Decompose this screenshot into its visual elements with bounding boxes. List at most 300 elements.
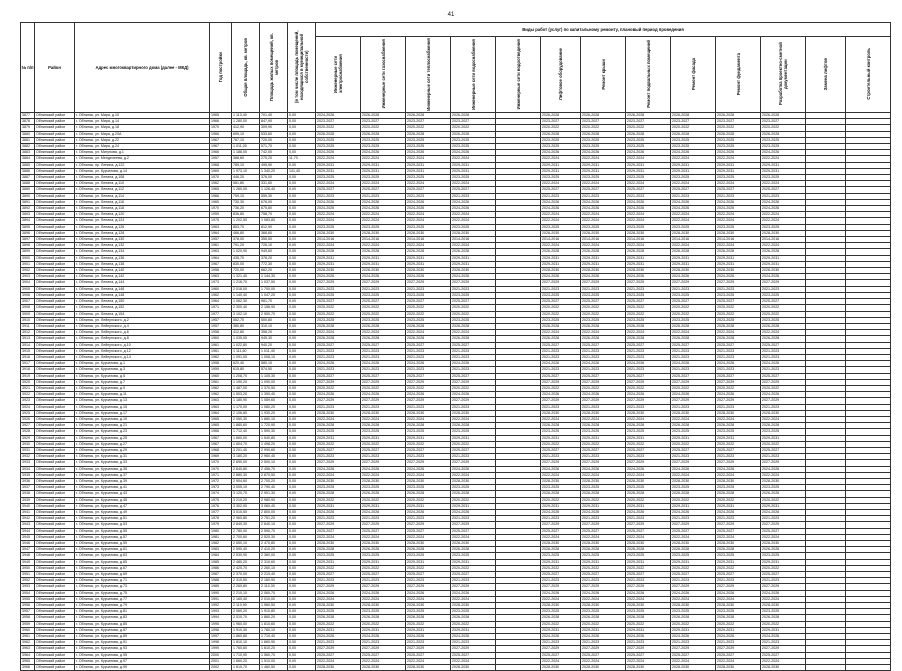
cell-year: 1992 — [210, 603, 232, 609]
cell-c10: 2028-2030 — [716, 665, 761, 671]
cell-c9: 2025-2027 — [671, 187, 716, 193]
cell-num: 3919 — [21, 373, 35, 379]
cell-num: 3965 — [21, 658, 35, 664]
cell-c11: 2025-2027 — [761, 447, 806, 453]
cell-c4: 2029-2031 — [451, 627, 496, 633]
cell-a2: 571,70 — [260, 144, 288, 150]
cell-c9: 2021-2023 — [671, 348, 716, 354]
cell-c9: 2023-2025 — [671, 175, 716, 181]
cell-c10: 2026-2028 — [716, 336, 761, 342]
cell-c10: 2026-2028 — [716, 249, 761, 255]
cell-year: 1967 — [210, 137, 232, 143]
cell-c2: 2021-2023 — [361, 404, 406, 410]
cell-district: Обнинский район — [35, 330, 75, 336]
cell-addr: г. Обнинск, ул. Курчатова, д.39 — [75, 478, 210, 484]
cell-a1: 1 011,00 — [232, 144, 260, 150]
cell-c6: 2020-2022 — [541, 125, 581, 131]
cell-c3: 2023-2025 — [406, 144, 451, 150]
cell-a1: 1 660,00 — [232, 435, 260, 441]
cell-a1: 3 102,10 — [232, 311, 260, 317]
header-sewer: Инженерные сети водоотведения — [496, 37, 541, 113]
cell-year: 1977 — [210, 311, 232, 317]
cell-c7: 2020-2022 — [581, 385, 626, 391]
cell-c9: 2028-2030 — [671, 268, 716, 274]
cell-a1: 1 810,10 — [232, 640, 260, 646]
cell-c10: 2026-2028 — [716, 113, 761, 119]
cell-district: Обнинский район — [35, 658, 75, 664]
cell-c9: 2024-2026 — [671, 199, 716, 205]
cell-a2: 2 410,20 — [260, 547, 288, 553]
cell-c3: 2021-2023 — [406, 367, 451, 373]
cell-c9: 2024-2026 — [671, 590, 716, 596]
cell-c3: 2027-2029 — [406, 460, 451, 466]
cell-addr: г. Обнинск, ул. Ленина, д.108 — [75, 175, 210, 181]
cell-year: 1961 — [210, 348, 232, 354]
cell-c8: 2028-2030 — [626, 603, 671, 609]
cell-district: Обнинский район — [35, 274, 75, 280]
cell-c1: 2024-2026 — [316, 361, 361, 367]
cell-addr: г. Обнинск, ул. Лейпунского, д.10 — [75, 342, 210, 348]
cell-c8: 2027-2029 — [626, 646, 671, 652]
cell-year: 1967 — [210, 441, 232, 447]
cell-a1: 3 005,10 — [232, 485, 260, 491]
cell-c11: 2023-2025 — [761, 224, 806, 230]
cell-a3: 0,00 — [288, 342, 316, 348]
cell-c1: 2023-2025 — [316, 292, 361, 298]
cell-c6: 2022-2024 — [541, 472, 581, 478]
cell-district: Обнинский район — [35, 596, 75, 602]
cell-c1: 2028-2030 — [316, 410, 361, 416]
cell-year: 1959 — [210, 367, 232, 373]
cell-a2: 1 540,80 — [260, 435, 288, 441]
cell-num: 3891 — [21, 199, 35, 205]
cell-c2: 2022-2024 — [361, 472, 406, 478]
cell-a2: 2 470,80 — [260, 541, 288, 547]
cell-num: 3913 — [21, 336, 35, 342]
cell-year: 1963 — [210, 398, 232, 404]
cell-a3: 0,00 — [288, 596, 316, 602]
cell-c2: 2023-2025 — [361, 224, 406, 230]
cell-district: Обнинский район — [35, 634, 75, 640]
cell-c11: 2029-2031 — [761, 559, 806, 565]
cell-c4: 2023-2025 — [451, 317, 496, 323]
cell-c8: 2026-2028 — [626, 323, 671, 329]
cell-c4: 2022-2024 — [451, 330, 496, 336]
cell-c11: 2027-2029 — [761, 280, 806, 286]
cell-a2: 355,50 — [260, 237, 288, 243]
cell-c11: 2022-2024 — [761, 212, 806, 218]
cell-c11: 2026-2028 — [761, 491, 806, 497]
cell-c7: 2027-2029 — [581, 522, 626, 528]
cell-c1: 2024-2026 — [316, 466, 361, 472]
cell-addr: г. Обнинск, ул. Курчатова, д.35 — [75, 466, 210, 472]
cell-c8: 2022-2024 — [626, 212, 671, 218]
cell-num: 3940 — [21, 503, 35, 509]
cell-c11: 2020-2022 — [761, 385, 806, 391]
cell-c8: 2028-2030 — [626, 478, 671, 484]
cell-num: 3936 — [21, 478, 35, 484]
cell-c2: 2022-2024 — [361, 181, 406, 187]
cell-a3: 0,00 — [288, 150, 316, 156]
cell-c6: 2020-2022 — [541, 311, 581, 317]
cell-addr: г. Обнинск, ул. Курчатова, д.91 — [75, 640, 210, 646]
cell-c11: 2027-2029 — [761, 398, 806, 404]
cell-c3: 2027-2029 — [406, 280, 451, 286]
cell-a1: 1 140,40 — [232, 292, 260, 298]
cell-district: Обнинский район — [35, 230, 75, 236]
cell-c11: 2025-2027 — [761, 299, 806, 305]
cell-a2: 1 720,90 — [260, 423, 288, 429]
cell-year: 1963 — [210, 404, 232, 410]
cell-c1: 2023-2025 — [316, 137, 361, 143]
cell-c10: 2025-2027 — [716, 572, 761, 578]
cell-district: Обнинский район — [35, 423, 75, 429]
cell-c1: 2023-2025 — [316, 429, 361, 435]
cell-c9: 2023-2025 — [671, 224, 716, 230]
cell-year: 1963 — [210, 224, 232, 230]
cell-addr: г. Обнинск, ул. Курчатова, д.21 — [75, 423, 210, 429]
cell-c3: 2028-2030 — [406, 541, 451, 547]
cell-c4: 2029-2031 — [451, 503, 496, 509]
cell-c8: 2022-2024 — [626, 330, 671, 336]
cell-c10: 2021-2023 — [716, 367, 761, 373]
cell-a1: 1 188,00 — [232, 150, 260, 156]
cell-c6: 2024-2026 — [541, 466, 581, 472]
cell-c11: 2026-2028 — [761, 423, 806, 429]
cell-a1: 1 180,90 — [232, 398, 260, 404]
cell-c11: 2025-2027 — [761, 342, 806, 348]
cell-c7: 2027-2029 — [581, 379, 626, 385]
cell-a2: 1 710,40 — [260, 634, 288, 640]
cell-c1: 2020-2022 — [316, 441, 361, 447]
cell-c11: 2020-2022 — [761, 621, 806, 627]
cell-c9: 2025-2027 — [671, 447, 716, 453]
cell-addr: г. Обнинск, ул. Курчатова, д.75 — [75, 590, 210, 596]
cell-a2: 2 060,70 — [260, 590, 288, 596]
cell-c3: 2024-2026 — [406, 274, 451, 280]
cell-num: 3887 — [21, 175, 35, 181]
cell-year: 1961 — [210, 243, 232, 249]
cell-c11: 2027-2029 — [761, 584, 806, 590]
cell-c7: 2020-2022 — [581, 621, 626, 627]
cell-c6: 2023-2025 — [541, 137, 581, 143]
cell-a2: 580,10 — [260, 361, 288, 367]
cell-c9: 2022-2024 — [671, 181, 716, 187]
cell-district: Обнинский район — [35, 379, 75, 385]
cell-c6: 2029-2031 — [541, 168, 581, 174]
cell-c8: 2029-2031 — [626, 162, 671, 168]
cell-district: Обнинский район — [35, 367, 75, 373]
cell-c2: 2028-2030 — [361, 665, 406, 671]
cell-a1: 2 700,60 — [232, 534, 260, 540]
cell-c4: 2021-2023 — [451, 404, 496, 410]
cell-c9: 2025-2027 — [671, 652, 716, 658]
cell-year: 1957 — [210, 237, 232, 243]
cell-a1: 2 960,80 — [232, 516, 260, 522]
cell-num: 3909 — [21, 311, 35, 317]
cell-a2: 1 660,90 — [260, 640, 288, 646]
cell-c3: 2020-2022 — [406, 311, 451, 317]
cell-district: Обнинский район — [35, 466, 75, 472]
cell-c8: 2028-2030 — [626, 410, 671, 416]
cell-c10: 2022-2024 — [716, 416, 761, 422]
cell-c2: 2021-2023 — [361, 193, 406, 199]
cell-c7: 2021-2023 — [581, 404, 626, 410]
cell-c9: 2022-2024 — [671, 330, 716, 336]
cell-a3: 0,00 — [288, 621, 316, 627]
cell-c8: 2029-2031 — [626, 627, 671, 633]
cell-c4: 2024-2026 — [451, 150, 496, 156]
cell-district: Обнинский район — [35, 478, 75, 484]
cell-a1: 1 910,30 — [232, 627, 260, 633]
cell-a1: 3 120,70 — [232, 491, 260, 497]
cell-c4: 2027-2029 — [451, 584, 496, 590]
cell-a1: 789,10 — [232, 162, 260, 168]
cell-c4: 2024-2026 — [451, 466, 496, 472]
cell-year: 1966 — [210, 119, 232, 125]
cell-c9: 2027-2029 — [671, 460, 716, 466]
cell-c9: 2024-2026 — [671, 361, 716, 367]
cell-c7: 2027-2029 — [581, 584, 626, 590]
cell-district: Обнинский район — [35, 584, 75, 590]
cell-c2: 2028-2030 — [361, 230, 406, 236]
cell-a1: 1 111,60 — [232, 348, 260, 354]
cell-c4: 2027-2029 — [451, 460, 496, 466]
cell-c7: 2029-2031 — [581, 255, 626, 261]
cell-addr: г. Обнинск, ул. Мира, д.24 — [75, 144, 210, 150]
cell-c8: 2020-2022 — [626, 441, 671, 447]
cell-year: 1972 — [210, 478, 232, 484]
cell-c1: 2028-2030 — [316, 603, 361, 609]
cell-c10: 2029-2031 — [716, 627, 761, 633]
cell-c8: 2020-2022 — [626, 621, 671, 627]
cell-c1: 2024-2026 — [316, 590, 361, 596]
cell-c7: 2023-2025 — [581, 144, 626, 150]
cell-c9: 2026-2028 — [671, 323, 716, 329]
cell-c3: 2023-2025 — [406, 224, 451, 230]
cell-c6: 2021-2023 — [541, 640, 581, 646]
cell-c2: 2020-2022 — [361, 305, 406, 311]
cell-c10: 2022-2024 — [716, 596, 761, 602]
cell-a2: 2 900,70 — [260, 311, 288, 317]
cell-c7: 2022-2024 — [581, 658, 626, 664]
cell-district: Обнинский район — [35, 541, 75, 547]
cell-addr: г. Обнинск, ул. Курчатова, д.27 — [75, 441, 210, 447]
cell-c4: 2026-2028 — [451, 615, 496, 621]
cell-c6: 2025-2027 — [541, 299, 581, 305]
cell-c10: 2021-2023 — [716, 640, 761, 646]
cell-c1: 2029-2031 — [316, 255, 361, 261]
cell-c9: 2027-2029 — [671, 646, 716, 652]
cell-c1: 2025-2027 — [316, 187, 361, 193]
cell-addr: г. Обнинск, ул. Курчатова, д.25 — [75, 435, 210, 441]
cell-num: 3938 — [21, 491, 35, 497]
cell-c1: 2023-2025 — [316, 609, 361, 615]
cell-c9: 2022-2024 — [671, 658, 716, 664]
cell-a2: 2 010,00 — [260, 596, 288, 602]
cell-a2: 1 144,30 — [260, 274, 288, 280]
cell-c6: 2023-2025 — [541, 429, 581, 435]
cell-c9: 2023-2025 — [671, 137, 716, 143]
cell-c7: 2020-2022 — [581, 497, 626, 503]
cell-c10: 2022-2024 — [716, 534, 761, 540]
cell-a1: 1 960,00 — [232, 621, 260, 627]
cell-c8: 2022-2024 — [626, 243, 671, 249]
cell-c6: 2029-2031 — [541, 162, 581, 168]
cell-num: 3883 — [21, 150, 35, 156]
cell-a2: 2 210,40 — [260, 572, 288, 578]
cell-c2: 2021-2023 — [361, 516, 406, 522]
cell-a1: 1 260,00 — [232, 187, 260, 193]
cell-c3: 2024-2026 — [406, 150, 451, 156]
cell-c10: 2022-2024 — [716, 658, 761, 664]
cell-c1: 2020-2022 — [316, 305, 361, 311]
table-row — [21, 665, 891, 671]
cell-c8: 2023-2025 — [626, 292, 671, 298]
cell-c3: 2025-2027 — [406, 187, 451, 193]
cell-a1: 412,80 — [232, 330, 260, 336]
cell-year: 1957 — [210, 317, 232, 323]
cell-c1: 2024-2026 — [316, 392, 361, 398]
cell-num: 3949 — [21, 559, 35, 565]
cell-c2: 2027-2029 — [361, 280, 406, 286]
cell-year: 1966 — [210, 429, 232, 435]
cell-c4: 2026-2028 — [451, 249, 496, 255]
cell-c11: 2029-2031 — [761, 627, 806, 633]
cell-c3: 2029-2031 — [406, 559, 451, 565]
cell-c2: 2022-2024 — [361, 534, 406, 540]
cell-c11: 2021-2023 — [761, 193, 806, 199]
cell-c1: 2021-2023 — [316, 348, 361, 354]
page-number: 41 — [447, 12, 455, 18]
cell-district: Обнинский район — [35, 311, 75, 317]
cell-a1: 380,80 — [232, 323, 260, 329]
cell-addr: г. Обнинск, ул. Курчатова, д.79 — [75, 603, 210, 609]
cell-c4: 2027-2029 — [451, 646, 496, 652]
cell-a3: 0,00 — [288, 323, 316, 329]
cell-year: 1997 — [210, 634, 232, 640]
cell-num: 3939 — [21, 497, 35, 503]
cell-year: 1966 — [210, 193, 232, 199]
cell-c1: 2020-2022 — [316, 125, 361, 131]
cell-a2: 1 610,20 — [260, 646, 288, 652]
cell-c9: 2022-2024 — [671, 534, 716, 540]
cell-c7: 2024-2026 — [581, 274, 626, 280]
cell-a2: 2 110,30 — [260, 584, 288, 590]
cell-addr: г. Обнинск, ул. Курчатова, д.17 — [75, 410, 210, 416]
cell-a3: 0,00 — [288, 435, 316, 441]
cell-c8: 2029-2031 — [626, 261, 671, 267]
cell-c10: 2024-2026 — [716, 274, 761, 280]
cell-c1: 2020-2022 — [316, 311, 361, 317]
cell-c4: 2024-2026 — [451, 274, 496, 280]
cell-num: 3897 — [21, 237, 35, 243]
cell-district: Обнинский район — [35, 193, 75, 199]
cell-district: Обнинский район — [35, 150, 75, 156]
cell-year: 1965 — [210, 423, 232, 429]
cell-c10: 2024-2026 — [716, 150, 761, 156]
cell-year: 1990 — [210, 590, 232, 596]
cell-c7: 2023-2025 — [581, 609, 626, 615]
cell-year: 1970 — [210, 206, 232, 212]
cell-num: 3950 — [21, 565, 35, 571]
cell-c6: 2021-2023 — [541, 454, 581, 460]
cell-c8: 2022-2024 — [626, 658, 671, 664]
cell-c9: 2028-2030 — [671, 410, 716, 416]
cell-c12 — [806, 665, 846, 671]
cell-c6: 2026-2028 — [541, 131, 581, 137]
cell-c9: 2026-2028 — [671, 336, 716, 342]
cell-c3: 2025-2027 — [406, 572, 451, 578]
cell-a3: 0,00 — [288, 212, 316, 218]
cell-c10: 2024-2026 — [716, 361, 761, 367]
cell-district: Обнинский район — [35, 398, 75, 404]
cell-c8: 2023-2025 — [626, 175, 671, 181]
cell-c1: 2023-2027 — [316, 119, 361, 125]
cell-c6: 2023-2025 — [541, 144, 581, 150]
cell-c9: 2022-2024 — [671, 243, 716, 249]
cell-c6: 2028-2030 — [541, 230, 581, 236]
cell-c3: 2029-2031 — [406, 168, 451, 174]
cell-c8: 2021-2023 — [626, 516, 671, 522]
cell-c1: 2020-2022 — [316, 621, 361, 627]
cell-c8: 2025-2027 — [626, 299, 671, 305]
cell-c2: 2023-2027 — [361, 119, 406, 125]
cell-num: 3951 — [21, 572, 35, 578]
cell-addr: г. Обнинск, ул. Курчатова, д.53 — [75, 522, 210, 528]
cell-year: 1965 — [210, 416, 232, 422]
cell-c3: 2029-2031 — [406, 435, 451, 441]
cell-c7: 2028-2030 — [581, 478, 626, 484]
cell-addr: г. Обнинск, ул. Ленина, д.110 — [75, 181, 210, 187]
cell-c3: 2024-2026 — [406, 199, 451, 205]
cell-c11: 2021-2023 — [761, 640, 806, 646]
cell-addr: г. Обнинск, ул. Ленина, д.142 — [75, 274, 210, 280]
cell-c6: 2028-2030 — [541, 478, 581, 484]
cell-addr: г. Обнинск, ул. Курчатова, д.57 — [75, 534, 210, 540]
cell-num: 3959 — [21, 621, 35, 627]
cell-c3: 2024-2026 — [406, 466, 451, 472]
cell-c2: 2023-2025 — [361, 317, 406, 323]
cell-a3: 0,00 — [288, 441, 316, 447]
cell-c4: 2029-2031 — [451, 168, 496, 174]
cell-num: 3881 — [21, 137, 35, 143]
cell-c11: 2024-2026 — [761, 150, 806, 156]
cell-a1: 1 610,70 — [232, 665, 260, 671]
cell-num: 3889 — [21, 187, 35, 193]
cell-c10: 2027-2029 — [716, 280, 761, 286]
cell-c6: 2024-2026 — [541, 199, 581, 205]
cell-c1: 2021-2023 — [316, 578, 361, 584]
cell-c11: 2026-2028 — [761, 615, 806, 621]
cell-c6: 2028-2030 — [541, 665, 581, 671]
cell-num: 3922 — [21, 392, 35, 398]
cell-c6: 2024-2026 — [541, 274, 581, 280]
cell-c1: 2021-2023 — [316, 367, 361, 373]
cell-c7: 2029-2031 — [581, 503, 626, 509]
cell-a2: 310,10 — [260, 323, 288, 329]
cell-year: 1964 — [210, 410, 232, 416]
cell-c6: 2028-2030 — [541, 268, 581, 274]
cell-a1: 2 650,10 — [232, 541, 260, 547]
cell-c4: 2024-2026 — [451, 206, 496, 212]
cell-c9: 2029-2031 — [671, 435, 716, 441]
cell-district: Обнинский район — [35, 441, 75, 447]
cell-a3: 0,00 — [288, 503, 316, 509]
cell-c10: 2023-2025 — [716, 485, 761, 491]
cell-c6: 2026-2028 — [541, 547, 581, 553]
cell-year: 1960 — [210, 336, 232, 342]
